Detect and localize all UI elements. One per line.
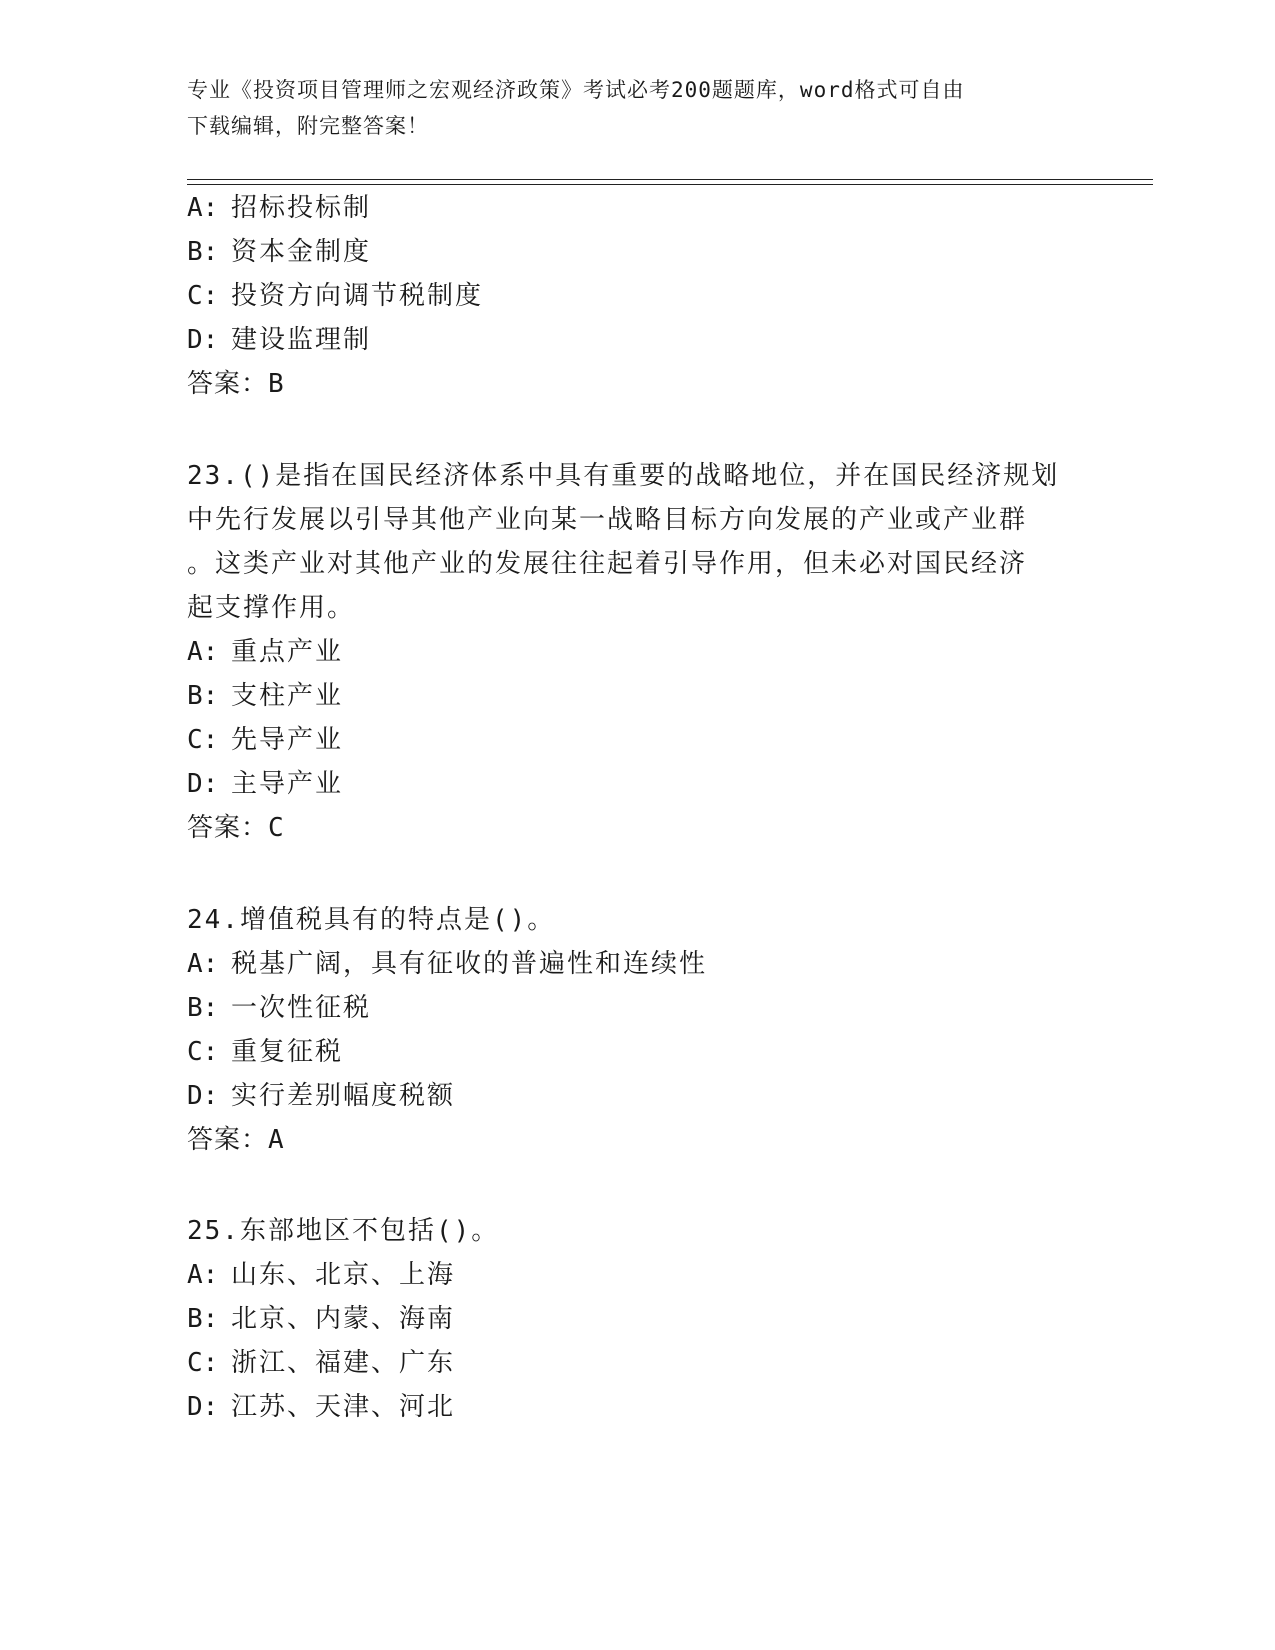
q23-stem-line-2: 中先行发展以引导其他产业向某一战略目标方向发展的产业或产业群 bbox=[187, 505, 1028, 535]
q22-option-d bbox=[187, 323, 371, 357]
q22-option-c bbox=[187, 279, 483, 313]
q24-answer: 答案：A bbox=[187, 1125, 285, 1155]
option-text: 建设监理制 bbox=[231, 325, 372, 355]
option-text: 实行差别幅度税额 bbox=[231, 1081, 456, 1111]
option-text: 一次性征税 bbox=[231, 993, 372, 1023]
q25-option-d bbox=[187, 1390, 455, 1424]
option-label: B: bbox=[187, 1304, 219, 1334]
option-text: 北京、内蒙、海南 bbox=[231, 1304, 456, 1334]
q23-stem-line-1: 23.()是指在国民经济体系中具有重要的战略地位，并在国民经济规划 bbox=[187, 461, 1060, 491]
option-label: D: bbox=[187, 1081, 219, 1111]
option-label: A: bbox=[187, 193, 219, 223]
q25-option-a bbox=[187, 1258, 455, 1292]
q25-option-c bbox=[187, 1346, 455, 1380]
document-header bbox=[187, 72, 1067, 144]
q23-option-b bbox=[187, 679, 343, 713]
q23-option-c bbox=[187, 723, 343, 757]
header-line-1: 专业《投资项目管理师之宏观经济政策》考试必考200题题库，word格式可自由 bbox=[187, 78, 965, 102]
option-text: 主导产业 bbox=[231, 769, 344, 799]
q23-option-a bbox=[187, 635, 343, 669]
q25-stem: 25.东部地区不包括()。 bbox=[187, 1216, 500, 1246]
option-label: C: bbox=[187, 725, 219, 755]
option-text: 重点产业 bbox=[231, 637, 344, 667]
option-text: 招标投标制 bbox=[231, 193, 372, 223]
q22-option-b bbox=[187, 235, 371, 269]
option-label: B: bbox=[187, 993, 219, 1023]
header-divider-bottom bbox=[187, 184, 1153, 185]
q25-option-b bbox=[187, 1302, 455, 1336]
option-text: 税基广阔，具有征收的普遍性和连续性 bbox=[231, 949, 708, 979]
q24-option-d bbox=[187, 1079, 455, 1113]
option-text: 江苏、天津、河北 bbox=[231, 1392, 456, 1422]
q24-option-b bbox=[187, 991, 371, 1025]
option-label: C: bbox=[187, 281, 219, 311]
q23-answer: 答案：C bbox=[187, 813, 285, 843]
option-text: 资本金制度 bbox=[231, 237, 372, 267]
option-label: C: bbox=[187, 1348, 219, 1378]
q24-option-c bbox=[187, 1035, 343, 1069]
option-label: C: bbox=[187, 1037, 219, 1067]
option-label: B: bbox=[187, 237, 219, 267]
q24-option-a bbox=[187, 947, 707, 981]
option-label: A: bbox=[187, 637, 219, 667]
q22-option-a bbox=[187, 191, 371, 225]
option-text: 浙江、福建、广东 bbox=[231, 1348, 456, 1378]
option-label: A: bbox=[187, 1260, 219, 1290]
option-text: 投资方向调节税制度 bbox=[231, 281, 484, 311]
option-label: D: bbox=[187, 769, 219, 799]
q23-stem-line-3: 。这类产业对其他产业的发展往往起着引导作用，但未必对国民经济 bbox=[187, 549, 1028, 579]
option-text: 先导产业 bbox=[231, 725, 344, 755]
option-text: 重复征税 bbox=[231, 1037, 344, 1067]
option-label: A: bbox=[187, 949, 219, 979]
q23-stem-line-4: 起支撑作用。 bbox=[187, 593, 356, 623]
option-text: 支柱产业 bbox=[231, 681, 344, 711]
option-text: 山东、北京、上海 bbox=[231, 1260, 456, 1290]
option-label: B: bbox=[187, 681, 219, 711]
q24-stem: 24.增值税具有的特点是()。 bbox=[187, 905, 556, 935]
header-line-2: 下载编辑，附完整答案！ bbox=[187, 114, 429, 138]
header-divider-top bbox=[187, 179, 1153, 180]
q22-answer: 答案：B bbox=[187, 369, 285, 399]
option-label: D: bbox=[187, 325, 219, 355]
option-label: D: bbox=[187, 1392, 219, 1422]
q23-option-d bbox=[187, 767, 343, 801]
